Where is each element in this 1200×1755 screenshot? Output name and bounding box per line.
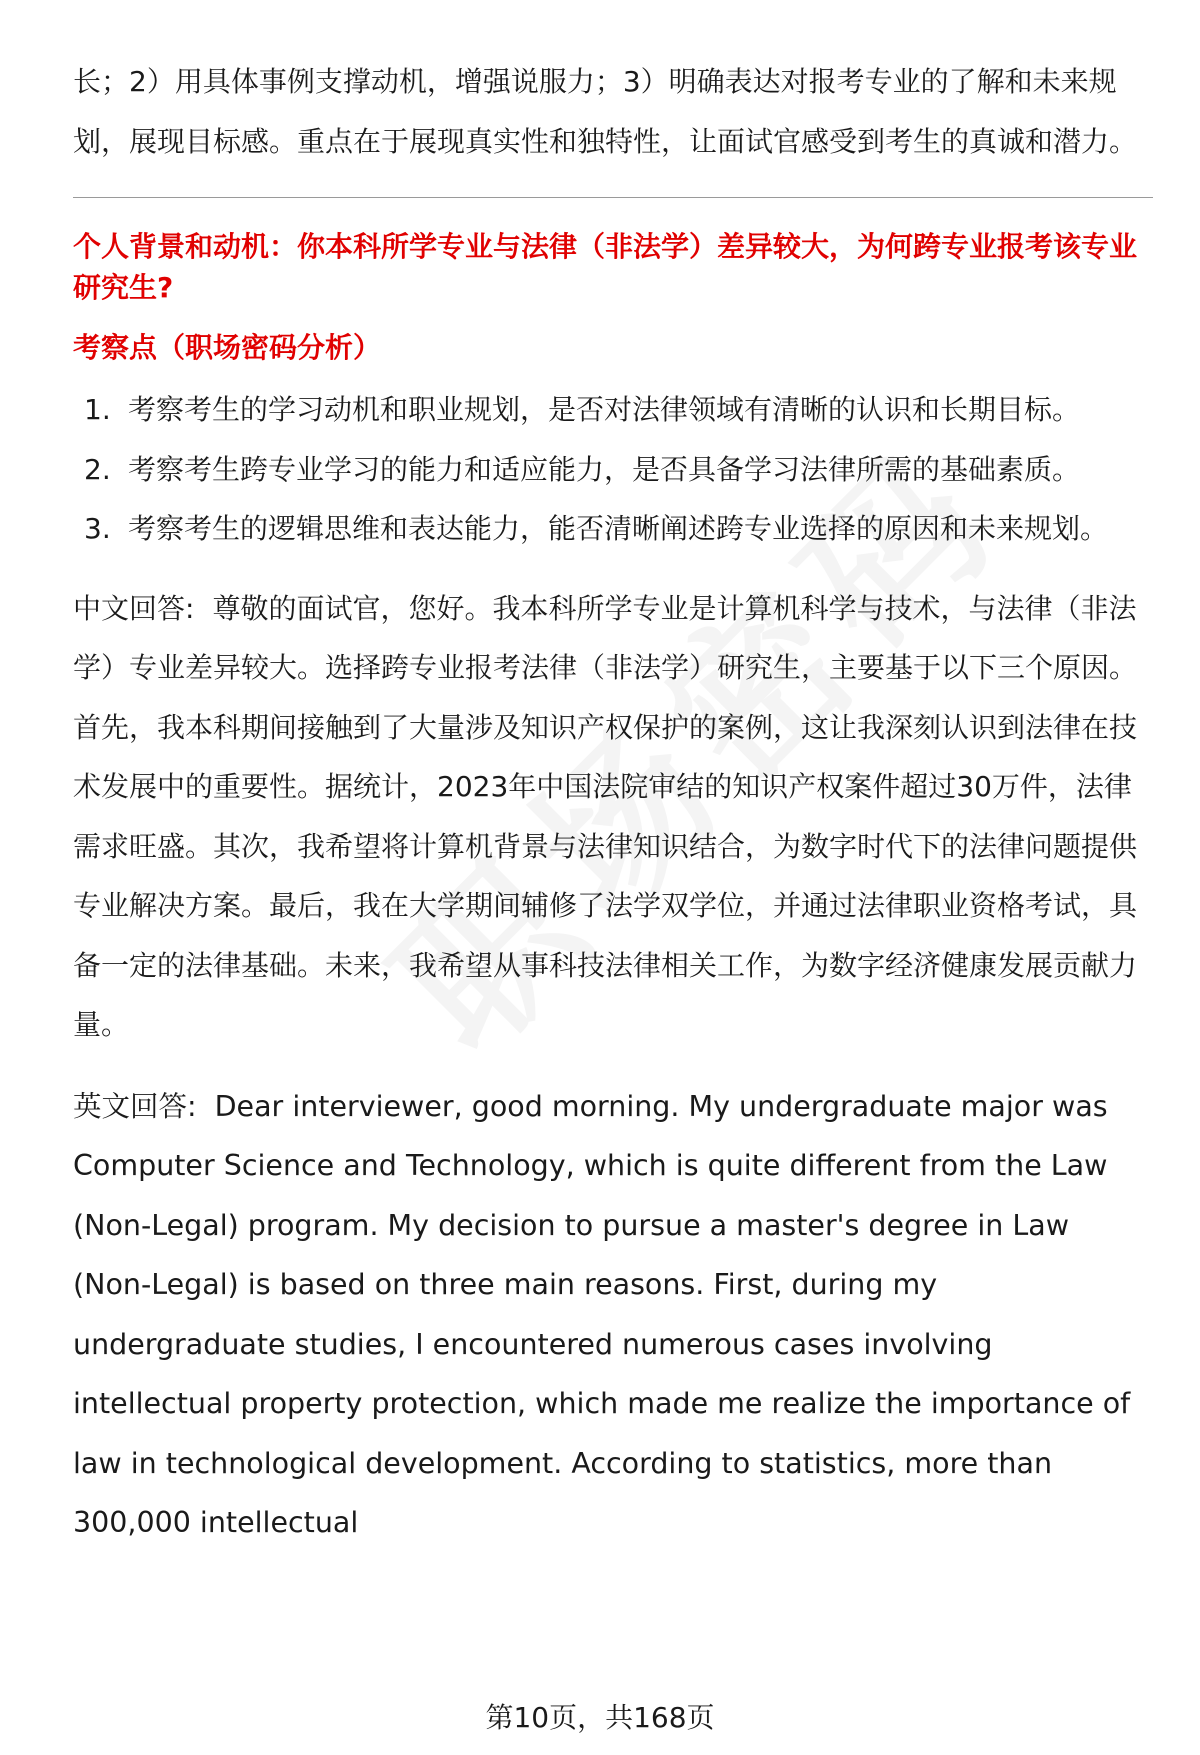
analysis-item-text: 考察考生的逻辑思维和表达能力，能否清晰阐述跨专业选择的原因和未来规划。 xyxy=(128,512,1109,545)
chinese-answer xyxy=(73,579,1153,1055)
chinese-answer-label: 中文回答: xyxy=(73,591,195,625)
chinese-answer-text: 尊敬的面试官，您好。我本科所学专业是计算机科学与技术，与法律（非法学）专业差异较大。选择跨专业报考法律（非法学）研究生，主要基于以下三个原因。首先，我本科期间接触到了大量涉及知识产权保护的案例，这让我深刻认识到法律在技术发展中的重要性。据统计，2023年中国法院审结的知识产权案件超过30万件，法律需求旺盛。其次，我希望将计算机背景与法律知识结合，为数字时代下的法律问题提供专业解决方案。最后，我在大学期间辅修了法学双学位，并通过法律职业资格考试，具备一定的法律基础。未来，我希望从事科技法律相关工作，为数字经济健康发展贡献力量。 xyxy=(73,591,1138,1041)
analysis-item-text: 考察考生的学习动机和职业规划，是否对法律领域有清晰的认识和长期目标。 xyxy=(128,393,1081,426)
intro-paragraph: 长；2）用具体事例支撑动机，增强说服力；3）明确表达对报考专业的了解和未来规划，展现目标感。重点在于展现真实性和独特性，让面试官感受到考生的真诚和潜力。 xyxy=(73,65,1138,158)
english-answer-text: Dear interviewer, good morning. My undergraduate major was Computer Science and Technology, which is quite different from the Law (Non-Legal) program. My decision to pursue a master's degree in Law (Non-Legal) is based on three main reasons. First, during my undergraduate studies, I encountered numerous cases involving intellectual property protection, which made me realize the importance of law in technological development. According to statistics, more than 300,000 intellectual xyxy=(73,1089,1131,1539)
english-answer-label: 英文回答: xyxy=(73,1089,197,1123)
analysis-item xyxy=(73,380,1153,440)
analysis-item xyxy=(73,440,1153,500)
document-body xyxy=(73,52,1153,1553)
analysis-item-number: 2. xyxy=(84,452,111,486)
analysis-item-number: 3. xyxy=(84,512,111,545)
section-divider xyxy=(73,197,1153,198)
analysis-heading: 考察点（职场密码分析） xyxy=(73,331,382,364)
analysis-item-text: 考察考生跨专业学习的能力和适应能力，是否具备学习法律所需的基础素质。 xyxy=(128,452,1081,486)
analysis-item xyxy=(73,499,1153,559)
question-title: 个人背景和动机：你本科所学专业与法律（非法学）差异较大，为何跨专业报考该专业研究生? xyxy=(73,230,1138,304)
page-number: 第10页，共168页 xyxy=(485,1701,715,1734)
english-answer xyxy=(73,1077,1153,1553)
analysis-list xyxy=(73,380,1153,559)
analysis-item-number: 1. xyxy=(84,393,111,426)
